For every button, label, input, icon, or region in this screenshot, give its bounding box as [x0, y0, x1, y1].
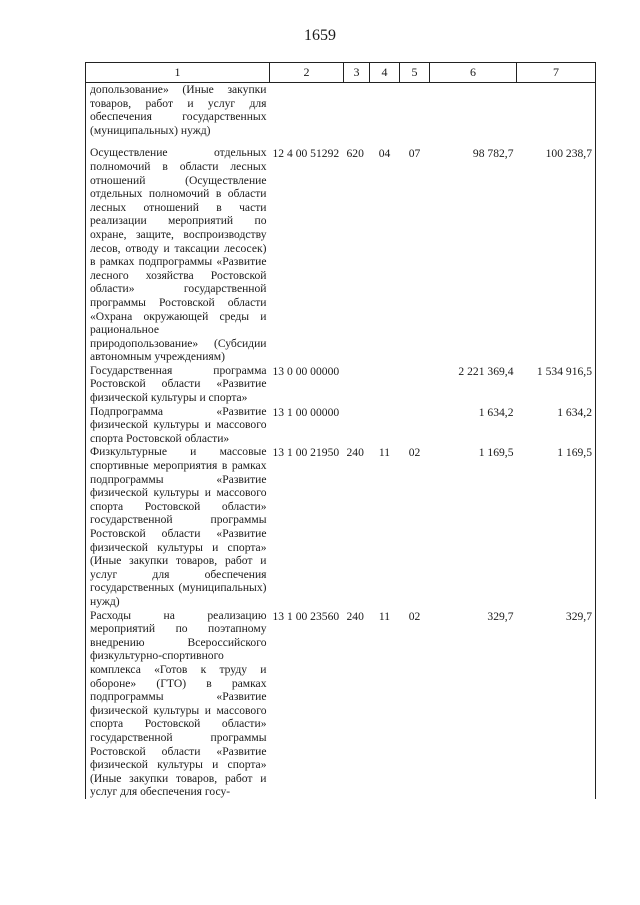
- row-name: Осуществление отдельных полномочий в области лесных отношений (Осуществление отдельных полномочий в области лесных отношений в части реализации мероприятий по охране, защите, воспроизводству лесов, отводу и таксации лесосек) в рамках подпрограммы «Развитие лесного хозяйства Ростовской области» государственной программы Ростовской области «Охрана окружающей среды и рациональное природопользование» (Субсидии автономным учреждениям): [86, 146, 270, 364]
- column-header-3: 3: [344, 63, 370, 83]
- row-name: Подпрограмма «Развитие физической культуры и массового спорта Ростовской области»: [86, 405, 270, 446]
- row-section: 11: [378, 446, 391, 460]
- row-name: допользование» (Иные закупки товаров, работ и услуг для обеспечения государственных (муниципальных) нужд): [86, 83, 270, 147]
- page-number: 1659: [304, 27, 336, 44]
- row-subsection: 02: [408, 609, 421, 623]
- column-header-6: 6: [430, 63, 517, 83]
- row-name: Государственная программа Ростовской области «Развитие физической культуры и спорта»: [86, 364, 270, 405]
- row-subsection: 02: [408, 446, 421, 460]
- row-code: 13 0 00 00000: [272, 364, 340, 378]
- row-sum-2: [517, 83, 596, 147]
- row-sum-1: 2 221 369,4: [458, 364, 514, 378]
- row-expense-type: 240: [346, 446, 364, 460]
- row-code: 13 1 00 23560: [272, 609, 340, 623]
- table-row: [86, 146, 596, 364]
- row-code: 12 4 00 51292: [272, 147, 340, 161]
- row-sum-2: 1 534 916,5: [517, 364, 596, 405]
- row-code: 13 1 00 21950: [272, 446, 340, 460]
- row-section: [370, 83, 400, 147]
- row-code: 13 1 00 00000: [272, 405, 340, 419]
- row-sum-1: 1 634,2: [478, 405, 514, 419]
- column-header-5: 5: [400, 63, 430, 83]
- table-row: [86, 364, 596, 405]
- table-row: [86, 83, 596, 147]
- table-row: [86, 405, 596, 446]
- row-sum-2: 1 169,5: [517, 445, 596, 608]
- row-expense-type: 240: [346, 609, 364, 623]
- row-expense-type: [344, 83, 370, 147]
- row-subsection: [400, 405, 430, 446]
- budget-table: [85, 62, 596, 799]
- row-sum-1: 329,7: [487, 609, 514, 623]
- column-header-7: 7: [517, 63, 596, 83]
- column-header-1: 1: [86, 63, 270, 83]
- row-section: 11: [378, 609, 391, 623]
- row-subsection: [400, 83, 430, 147]
- row-sum-2: 1 634,2: [517, 405, 596, 446]
- row-name: Физкультурные и массовые спортивные мероприятия в рамках подпрограммы «Развитие физической культуры и массового спорта Ростовской области» государственной программы Ростовской области «Развитие физической культуры и спорта» (Иные закупки товаров, работ и услуг для обеспечения государственных (муниципальных) нужд): [86, 445, 270, 608]
- row-code: [270, 83, 344, 147]
- row-subsection: 07: [408, 147, 421, 161]
- row-sum-2: 329,7: [517, 609, 596, 799]
- column-header-2: 2: [270, 63, 344, 83]
- row-section: [370, 405, 400, 446]
- row-expense-type: [344, 364, 370, 405]
- table-header-row: [86, 63, 596, 83]
- row-expense-type: 620: [346, 147, 364, 161]
- row-sum-1: 1 169,5: [478, 446, 514, 460]
- column-header-4: 4: [370, 63, 400, 83]
- table-row: [86, 445, 596, 608]
- table-row: [86, 609, 596, 799]
- row-section: [370, 364, 400, 405]
- row-name: Расходы на реализацию мероприятий по поэтапному внедрению Всероссийского физкультурно-спортивного комплекса «Готов к труду и обороне» (ГТО) в рамках подпрограммы «Развитие физической культуры и массового спорта Ростовской области» государственной программы Ростовской области «Развитие физической культуры и спорта» (Иные закупки товаров, работ и услуг для обеспечения госу-: [86, 609, 270, 799]
- row-sum-2: 100 238,7: [517, 146, 596, 364]
- row-sum-1: 98 782,7: [472, 147, 514, 161]
- row-subsection: [400, 364, 430, 405]
- row-expense-type: [344, 405, 370, 446]
- row-sum-1: [430, 83, 517, 147]
- row-section: 04: [378, 147, 391, 161]
